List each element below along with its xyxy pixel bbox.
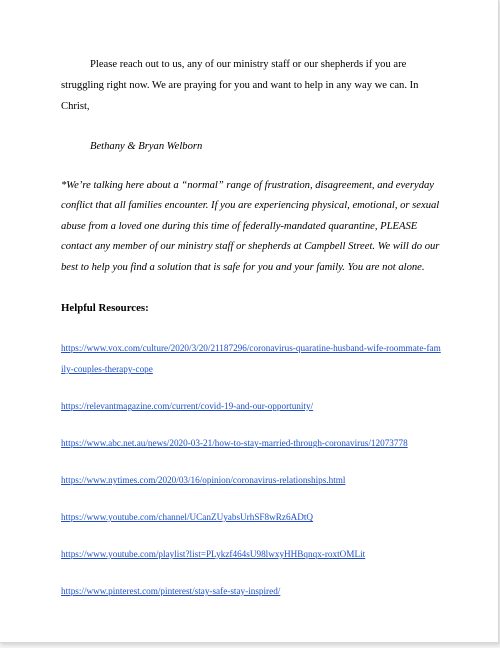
resource-link-item [61, 338, 441, 380]
resource-links-list [61, 338, 441, 602]
resource-link-vox[interactable]: https://www.vox.com/culture/2020/3/20/21187296/coronavirus-quaratine-husband-wife-roommate-family-couples-therapy-cope [61, 343, 441, 375]
resource-link-abc[interactable]: https://www.abc.net.au/news/2020-03-21/how-to-stay-married-through-coronavirus/12073778 [61, 438, 408, 449]
resource-link-youtube-channel[interactable]: https://www.youtube.com/channel/UCanZUyabsUrhSF8wRz6ADtQ [61, 512, 314, 523]
resources-heading: Helpful Resources: [61, 302, 149, 315]
resource-link-pinterest[interactable]: https://www.pinterest.com/pinterest/stay-safe-stay-inspired/ [61, 586, 281, 597]
abuse-note: *We’re talking here about a “normal” range of frustration, disagreement, and everyday conflict that all families encounter. If you are experiencing physical, emotional, or sexual abuse from a loved one during this time of federally-mandated quarantine, PLEASE contact any member of our ministry staff or shepherds at Campbell Street. We will do our best to help you find a solution that is safe for you and your family. You are not alone. [61, 180, 440, 273]
letter-paragraph: Please reach out to us, any of our ministry staff or our shepherds if you are struggling right now. We are praying for you and want to help in any way we can. In Christ, [61, 59, 419, 112]
resource-link-item [61, 581, 441, 602]
resource-link-nytimes[interactable]: https://www.nytimes.com/2020/03/16/opinion/coronavirus-relationships.html [61, 475, 346, 486]
resource-link-item [61, 544, 441, 565]
letter-signature: Bethany & Bryan Welborn [90, 141, 203, 152]
resource-link-item [61, 433, 441, 454]
resource-link-youtube-playlist[interactable]: https://www.youtube.com/playlist?list=PLykzf464sU98lwxyHHBqnqx-roxtOMLit [61, 549, 366, 560]
resource-link-item [61, 396, 441, 417]
resource-link-relevant[interactable]: https://relevantmagazine.com/current/covid-19-and-our-opportunity/ [61, 401, 314, 412]
resource-link-item [61, 470, 441, 491]
resource-link-item [61, 507, 441, 528]
document-body [61, 54, 441, 618]
